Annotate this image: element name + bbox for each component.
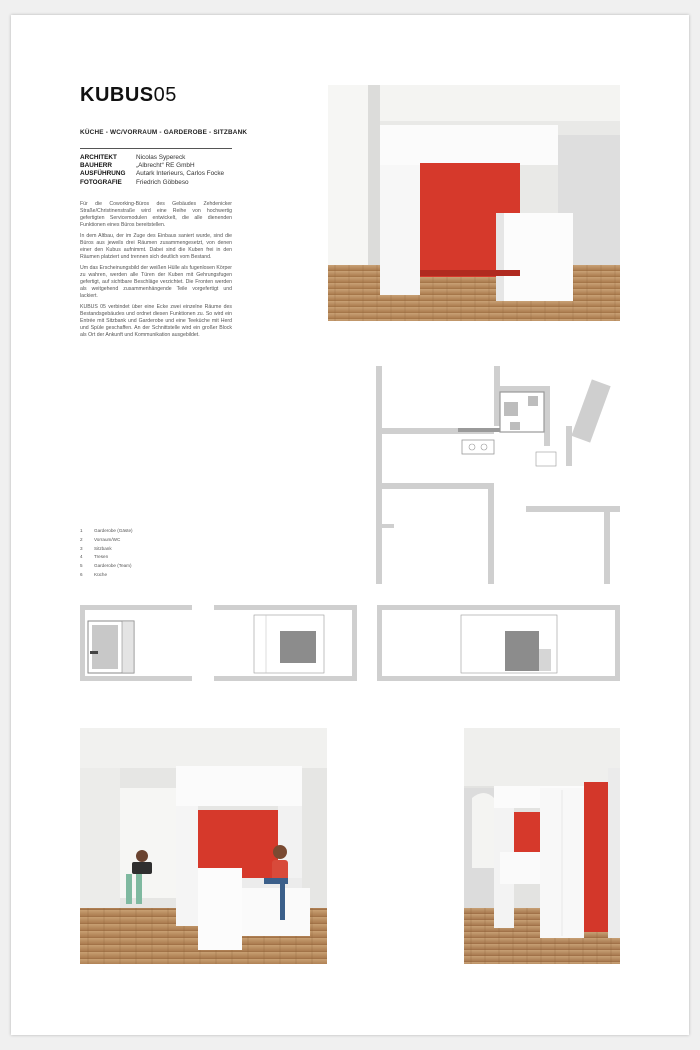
project-subtitle: KÜCHE - WC/VORRAUM - GARDEROBE - SITZBANK (80, 129, 248, 136)
description-paragraph: KUBUS 05 verbindet über eine Ecke zwei einzelne Räume des Bestandsgebäudes und ordnet diesen Funktionen zu. So wird ein Entrée mit Sitzbank und Garderobe und eine Teeküche mit Herd und Spüle geschaffen. An der Schnittstelle wird ein großer Block als Ort der Ankunft und Kommunikation ausgebildet. (80, 304, 232, 339)
description-text (80, 201, 232, 343)
photo-kitchen-block (328, 85, 620, 321)
credit-value: Autark Interieurs, Carlos Focke (136, 170, 225, 178)
legend-label: Küche (94, 571, 108, 577)
legend-item (80, 536, 133, 545)
project-title-number: 05 (153, 84, 177, 106)
credit-value: Friedrich Göbbeso (136, 178, 189, 186)
plan-legend (80, 527, 133, 580)
credit-label: BAUHERR (80, 162, 112, 170)
credit-row (80, 179, 224, 187)
legend-item (80, 527, 133, 536)
legend-number: 2 (80, 536, 83, 542)
credit-label: FOTOGRAFIE (80, 178, 122, 186)
description-paragraph: Um das Erscheinungsbild der weißen Hülle als fugenlosen Körper zu wahren, werden alle Türen der Kuben mit Gehrungsfugen gefertigt, auf sichtbare Beschläge verzichtet. Die Fronten werden als weitgehend zusammenhängende Teile vorgefertigt und lackiert. (80, 264, 232, 300)
photo-seating-bench (80, 728, 327, 964)
credit-label: ARCHITEKT (80, 154, 117, 161)
legend-item (80, 553, 133, 562)
legend-item (80, 562, 133, 571)
legend-label: Tresen (94, 554, 109, 560)
legend-number: 3 (80, 545, 83, 551)
floor-plan (376, 366, 620, 584)
section-drawing-2 (214, 605, 357, 681)
description-paragraph: In dem Altbau, der im Zuge des Einbaus saniert wurde, sind die Büros aus jeweils drei Räumen zusammengesetzt, von denen einer den Kubus aufnimmt. Dabei sind die Kuben frei in den Räumen platziert und trennen sich deutlich vom Bestand. (80, 232, 232, 261)
credits-table (80, 154, 224, 187)
project-title (80, 84, 177, 106)
credit-value: „Albrecht“ RE GmbH (136, 162, 195, 170)
legend-item (80, 545, 133, 554)
section-drawing-1 (80, 605, 192, 681)
credit-label: AUSFÜHRUNG (80, 170, 126, 178)
legend-item (80, 571, 133, 580)
description-paragraph: Für die Coworking-Büros des Gebäudes Zehdenicker Straße/Christinenstraße wird eine Reihe von hochwertig gefertigten Servicemodulen entwickelt, die alle dienenden Funktionen eines Büros bereitstellen. (80, 201, 232, 229)
divider-rule (80, 148, 232, 149)
section-drawing-3 (377, 605, 620, 681)
credit-row (80, 154, 224, 162)
project-title-name: KUBUS (80, 84, 154, 106)
legend-label: Garderobe (Gäste) (94, 528, 133, 533)
credit-value: Nicolas Sypereck (136, 154, 186, 161)
credit-row (80, 170, 224, 178)
legend-label: Garderobe (Team) (94, 563, 132, 569)
photo-wardrobe-corner (464, 728, 620, 964)
legend-number: 1 (80, 528, 83, 533)
legend-label: Sitzbank (94, 545, 112, 551)
legend-label: Vorraum/WC (94, 536, 121, 542)
legend-number: 5 (80, 563, 83, 569)
legend-number: 6 (80, 571, 83, 577)
legend-number: 4 (80, 554, 83, 560)
